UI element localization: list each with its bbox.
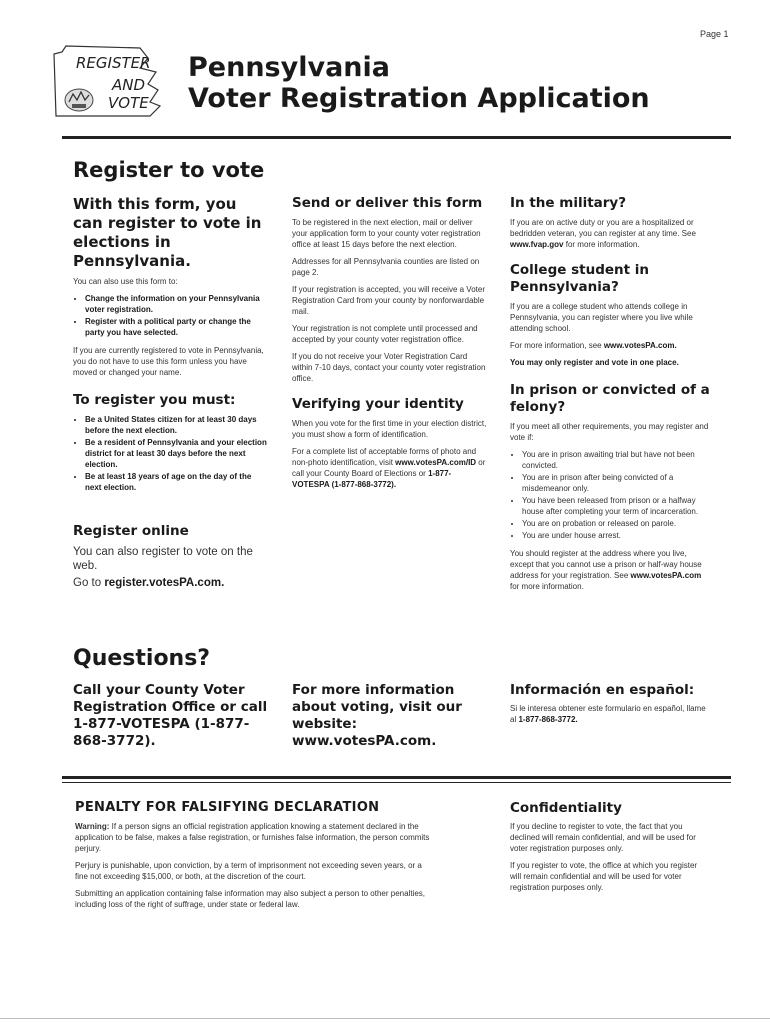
page-number: Page 1 bbox=[700, 29, 729, 39]
online-heading: Register online bbox=[73, 523, 189, 539]
college-heading: College student in Pennsylvania? bbox=[510, 262, 650, 295]
uses-list bbox=[73, 293, 268, 338]
column-send bbox=[292, 195, 487, 496]
send-paragraph: Your registration is not complete until processed and accepted by your county voter registration office. bbox=[292, 324, 478, 344]
prison-list bbox=[510, 449, 710, 541]
verify-text-a: For a complete list of acceptable forms of photo and non-photo identification, visit bbox=[292, 447, 477, 467]
list-item: • Be a United States citizen for at least 30 days before the next election. bbox=[85, 414, 268, 436]
prison-votespa-link[interactable]: www.votesPA.com bbox=[630, 571, 702, 580]
one-place-note: You may only register and vote in one place. bbox=[510, 358, 679, 367]
questions-call bbox=[73, 682, 273, 754]
penalty-section bbox=[75, 800, 435, 916]
questions-rule-thin bbox=[62, 782, 731, 783]
verify-phone: 1-877-VOTESPA (1-877-868-3772). bbox=[292, 469, 452, 489]
logo-word-vote: VOTE bbox=[108, 94, 149, 112]
college-paragraph: If you are a college student who attends college in Pennsylvania, you can register where you live while attending school. bbox=[510, 302, 693, 333]
title-line-2: Voter Registration Application bbox=[188, 83, 650, 114]
verify-paragraph: When you vote for the first time in your election district, you must show a form of identification. bbox=[292, 419, 487, 439]
questions-spanish bbox=[510, 682, 710, 731]
register-and-vote-logo bbox=[52, 44, 176, 118]
prison-heading: In prison or convicted of a felony? bbox=[510, 382, 710, 415]
list-item: • You are on probation or released on parole. bbox=[522, 518, 710, 529]
fvap-link[interactable]: www.fvap.gov bbox=[510, 240, 564, 249]
questions-rule bbox=[62, 776, 731, 779]
college-more bbox=[510, 340, 710, 351]
must-list bbox=[73, 414, 268, 493]
online-go-prefix: Go to bbox=[73, 577, 105, 589]
college-more-prefix: For more information, see bbox=[510, 341, 604, 350]
questions-website bbox=[292, 682, 497, 754]
penalty-paragraph: Submitting an application containing false information may also subject a person to other penalties, including loss of the right of suffrage, under state or federal law. bbox=[75, 889, 425, 909]
confidentiality-paragraph: If you decline to register to vote, the fact that you declined will remain confidential, and will be used for voter registration purposes only. bbox=[510, 822, 696, 853]
registered-note: If you are currently registered to vote in Pennsylvania, you do not have to use this form unless you have moved or changed your name. bbox=[73, 346, 264, 377]
spanish-text bbox=[510, 703, 710, 725]
list-item: • Register with a political party or change the party you have selected. bbox=[85, 316, 268, 338]
online-text: You can also register to vote on the web. bbox=[73, 546, 253, 572]
must-heading: To register you must: bbox=[73, 392, 236, 408]
spanish-phone: 1-877-868-3772. bbox=[518, 715, 578, 724]
logo-word-register: REGISTER bbox=[76, 54, 151, 72]
warning-label: Warning: bbox=[75, 822, 110, 831]
list-item: • You are in prison awaiting trial but have not been convicted. bbox=[522, 449, 710, 471]
spanish-heading: Información en español: bbox=[510, 682, 695, 698]
questions-heading: Questions? bbox=[73, 646, 211, 671]
confidentiality-paragraph: If you register to vote, the office at which you register will remain confidential and will be used for voter registration purposes only. bbox=[510, 861, 698, 892]
list-item: • Be a resident of Pennsylvania and your election district for at least 30 days before the next election. bbox=[85, 437, 268, 470]
penalty-heading: PENALTY FOR FALSIFYING DECLARATION bbox=[75, 800, 380, 815]
list-item: • You have been released from prison or a halfway house after completing your term of incarceration. bbox=[522, 495, 710, 517]
column-special-cases bbox=[510, 195, 710, 598]
list-item: • Be at least 18 years of age on the day of the next election. bbox=[85, 471, 268, 493]
prison-note-a: You should register at the address where you live, except that you cannot use a prison or half-way house address for your registration. See bbox=[510, 549, 702, 580]
military-text bbox=[510, 217, 710, 250]
votespa-link[interactable]: www.votesPA.com. bbox=[603, 341, 677, 350]
confidentiality-section bbox=[510, 800, 705, 899]
questions-website-text: For more information about voting, visit our website: www.votesPA.com. bbox=[292, 682, 462, 749]
send-paragraph: To be registered in the next election, mail or deliver your application form to your county voter registration office at least 15 days before the next election. bbox=[292, 218, 481, 249]
penalty-paragraph: Perjury is punishable, upon conviction, by a term of imprisonment not exceeding seven years, or a fine not exceeding $15,000, or both, at the discretion of the court. bbox=[75, 861, 422, 881]
title-line-1: Pennsylvania bbox=[188, 52, 390, 83]
list-item: • You are under house arrest. bbox=[522, 530, 710, 541]
verify-text-b: or call your County Board of Elections or bbox=[292, 458, 486, 478]
penalty-warning bbox=[75, 821, 435, 854]
send-paragraph: Addresses for all Pennsylvania counties are listed on page 2. bbox=[292, 257, 480, 277]
send-paragraph: If you do not receive your Voter Registration Card within 7-10 days, contact your county voter registration office. bbox=[292, 352, 486, 383]
online-go bbox=[73, 576, 268, 590]
verify-heading: Verifying your identity bbox=[292, 396, 464, 412]
intro-heading: With this form, you can register to vote in elections in Pennsylvania. bbox=[73, 195, 262, 270]
confidentiality-heading: Confidentiality bbox=[510, 800, 622, 816]
warning-text: If a person signs an official registration application knowing a statement declared in the application to be false, makes a false registration, or furnishes false information, the person commits perjury. bbox=[75, 822, 430, 853]
online-link[interactable]: register.votesPA.com. bbox=[104, 577, 225, 589]
logo-word-and: AND bbox=[112, 76, 146, 94]
military-heading: In the military? bbox=[510, 195, 627, 211]
questions-call-text: Call your County Voter Registration Office or call 1-877-VOTESPA (1-877-868-3772). bbox=[73, 682, 268, 749]
spanish-text-prefix: Si le interesa obtener este formulario en español, llame al bbox=[510, 704, 706, 724]
register-heading: Register to vote bbox=[73, 158, 265, 182]
military-text-b: for more information. bbox=[563, 240, 640, 249]
list-item: • Change the information on your Pennsylvania voter registration. bbox=[85, 293, 268, 315]
header-rule bbox=[62, 136, 731, 139]
verify-paragraph-2 bbox=[292, 446, 487, 490]
send-paragraph: If your registration is accepted, you will receive a Voter Registration Card from your county by nonforwardable mail. bbox=[292, 285, 485, 316]
verify-id-link[interactable]: www.votesPA.com/ID bbox=[395, 458, 477, 467]
send-heading: Send or deliver this form bbox=[292, 195, 483, 211]
column-register bbox=[73, 195, 268, 593]
page-bottom-edge bbox=[0, 1018, 770, 1019]
also-use-text: You can also use this form to: bbox=[73, 277, 178, 286]
military-text-a: If you are on active duty or you are a hospitalized or bedridden veteran, you can register at any time. See bbox=[510, 218, 696, 238]
prison-note bbox=[510, 548, 710, 592]
list-item: • You are in prison after being convicted of a misdemeanor only. bbox=[522, 472, 710, 494]
prison-intro: If you meet all other requirements, you may register and vote if: bbox=[510, 422, 709, 442]
prison-note-b: for more information. bbox=[510, 582, 584, 591]
